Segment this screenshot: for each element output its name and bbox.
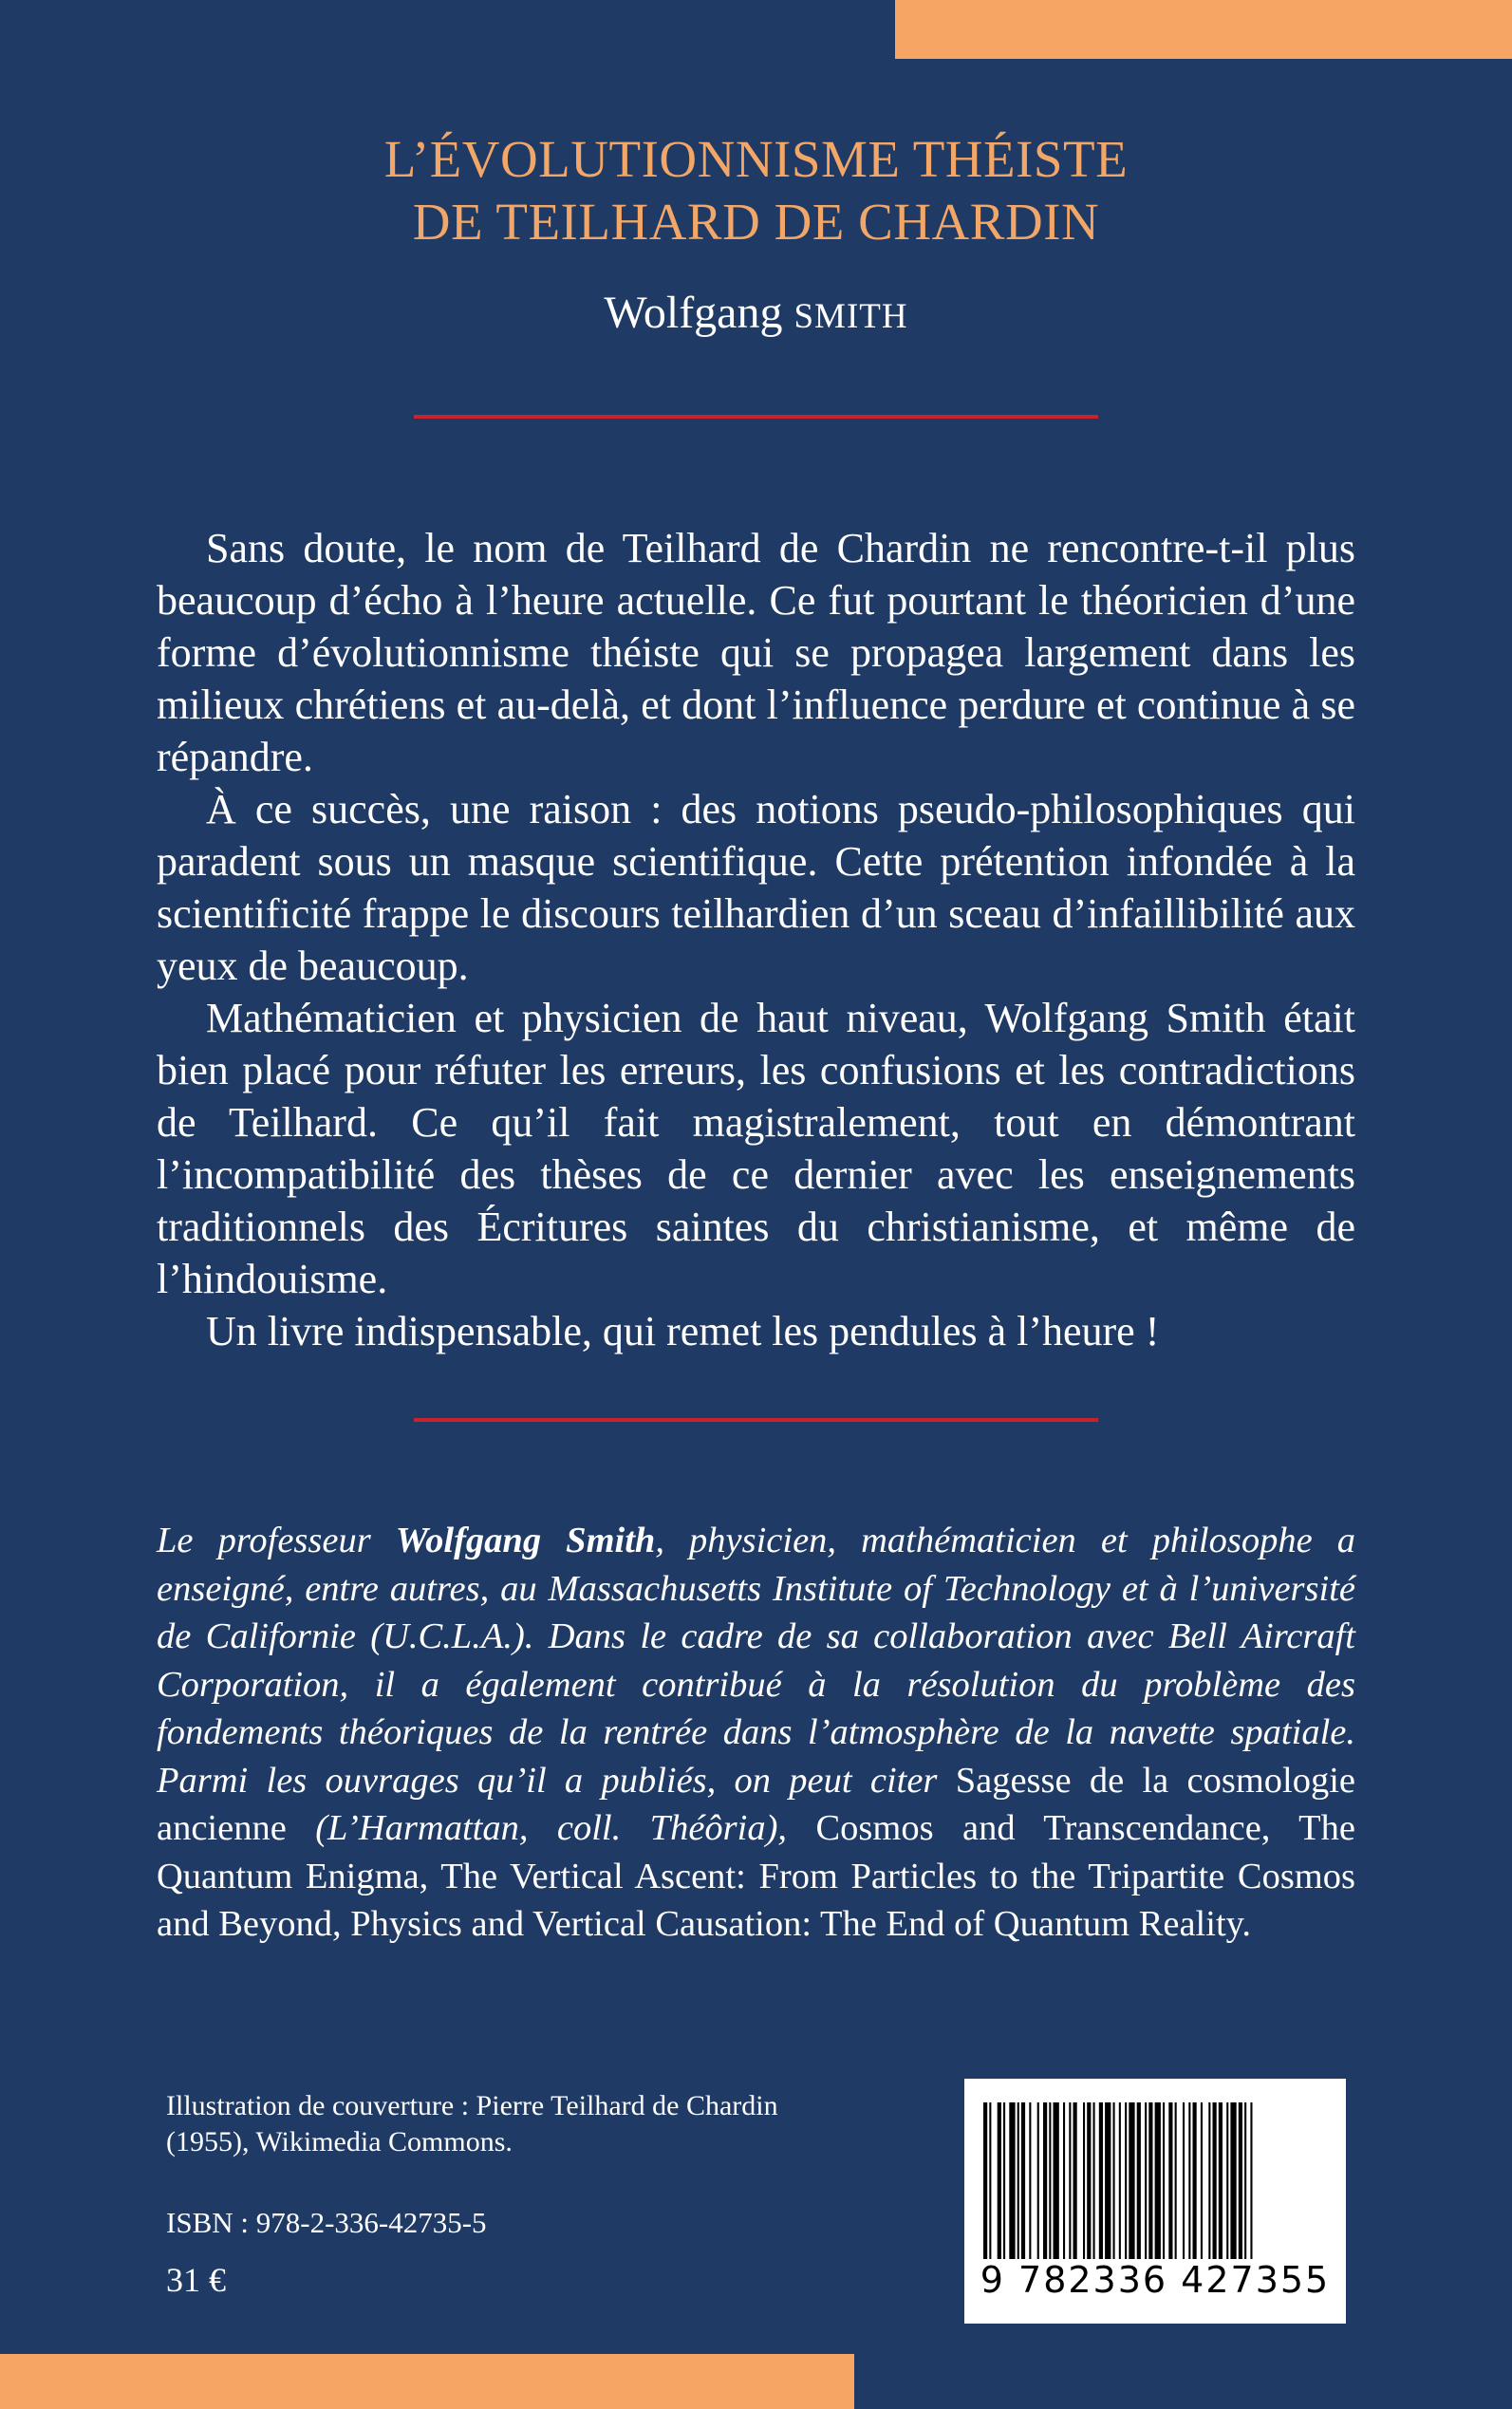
barcode-bar xyxy=(1021,2102,1025,2259)
barcode-bar xyxy=(998,2102,1001,2259)
barcode-bar xyxy=(1129,2102,1134,2259)
barcode-bar xyxy=(1250,2102,1252,2259)
barcode-bar xyxy=(1009,2102,1015,2259)
barcode-number: 9 782336 427355 xyxy=(980,2259,1331,2301)
bio-text: Le professeur xyxy=(157,1521,396,1560)
barcode-bar xyxy=(1188,2102,1190,2259)
barcode-bar xyxy=(1125,2102,1127,2259)
author-last-name: SMITH xyxy=(793,297,908,336)
barcode-bar xyxy=(1093,2102,1095,2259)
bio-text: (L’Harmattan, coll. Théôria), xyxy=(286,1808,816,1848)
barcode-bar xyxy=(1219,2102,1223,2259)
barcode-bar xyxy=(983,2102,987,2259)
barcode-bar xyxy=(1037,2102,1039,2259)
barcode-bar xyxy=(1168,2102,1172,2259)
title-line-2: DE TEILHARD DE CHARDIN xyxy=(412,193,1100,251)
barcode-bar xyxy=(1105,2102,1111,2259)
top-accent-band xyxy=(895,0,1512,59)
barcode-bar xyxy=(1226,2102,1228,2259)
book-title xyxy=(0,128,1512,253)
bio-author-name: Wolfgang Smith xyxy=(395,1521,656,1560)
barcode-bar xyxy=(1113,2102,1115,2259)
blurb-paragraph: Un livre indispensable, qui remet les pendules à l’heure ! xyxy=(206,1308,1160,1354)
barcode-bar xyxy=(1049,2102,1051,2259)
barcode-bar xyxy=(1193,2102,1197,2259)
bio-book-title: Sagesse de la cosmologie ancienne xyxy=(157,1760,1355,1848)
barcode-bar xyxy=(1239,2102,1242,2259)
barcode-bar xyxy=(1073,2102,1077,2259)
author-name xyxy=(0,285,1512,345)
barcode-bar xyxy=(989,2102,991,2259)
barcode-bar xyxy=(1163,2102,1165,2259)
barcode-bar xyxy=(1145,2102,1147,2259)
barcode-bar xyxy=(1029,2102,1031,2259)
title-line-1: L’ÉVOLUTIONNISME THÉISTE xyxy=(383,130,1129,188)
divider-bottom xyxy=(414,1418,1098,1422)
barcode-bar xyxy=(1137,2102,1141,2259)
blurb-paragraph: Sans doute, le nom de Teilhard de Chardin ne rencontre-t-il plus beaucoup d’écho à l’heure actuelle. Ce fut pourtant le théoricien d’une forme d’évolutionnisme théiste qui se propagea largement dans les milieux chrétiens et au-delà, et dont l’influence perdure et continue à se répandre. xyxy=(157,525,1355,780)
barcode-bar xyxy=(1043,2102,1047,2259)
barcode-bar xyxy=(1054,2102,1059,2259)
barcode-bar xyxy=(1063,2102,1065,2259)
isbn: ISBN : 978-2-336-42735-5 xyxy=(166,2206,487,2239)
blurb-paragraph: Mathématicien et physicien de haut niveau, Wolfgang Smith était bien placé pour réfuter les erreurs, les confusions et les contradictions de Teilhard. Ce qu’il fait magistralement, tout en démontrant l’incompatibilité des thèses de ce dernier avec les enseignements traditionnels des Écritures saintes du christianisme, et même de l’hindouisme. xyxy=(157,995,1355,1302)
barcode-bars xyxy=(980,2102,1331,2259)
barcode-bar xyxy=(1119,2102,1121,2259)
barcode xyxy=(964,2079,1346,2324)
barcode-bar xyxy=(1201,2102,1203,2259)
barcode-bar xyxy=(1213,2102,1217,2259)
barcode-bar xyxy=(1087,2102,1091,2259)
price: 31 € xyxy=(166,2261,226,2299)
barcode-bar xyxy=(1155,2102,1161,2259)
bottom-accent-band xyxy=(0,2354,854,2409)
barcode-bar xyxy=(1003,2102,1005,2259)
barcode-bar xyxy=(1148,2102,1152,2259)
barcode-bar xyxy=(1230,2102,1236,2259)
divider-top xyxy=(414,415,1098,419)
barcode-bar xyxy=(1244,2102,1246,2259)
barcode-bar xyxy=(1069,2102,1071,2259)
illustration-credit: Illustration de couverture : Pierre Teilhard de Chardin (1955), Wikimedia Commons. xyxy=(166,2090,778,2157)
barcode-bar xyxy=(1175,2102,1177,2259)
bio-book-list: Cosmos and Transcendance, The Quantum Enigma, The Vertical Ascent: From Particles to the Tripartite Cosmos and Beyond, Physics and Vertical Causation: The End of Quantum Reality. xyxy=(157,1808,1355,1944)
barcode-bar xyxy=(1083,2102,1085,2259)
barcode-bar xyxy=(1099,2102,1103,2259)
barcode-bar xyxy=(1017,2102,1019,2259)
author-bio xyxy=(157,1517,1355,1949)
author-first-name: Wolfgang xyxy=(604,288,794,338)
blurb-paragraph: À ce succès, une raison : des notions pseudo-philosophiques qui paradent sous un masque scientifique. Cette prétention infondée à la scientificité frappe le discours teilhardien d’un sceau d’infaillibilité aux yeux de beaucoup. xyxy=(157,786,1355,989)
bio-text: , physicien, mathématicien et philosophe a enseigné, entre autres, au Massachusetts Institute of Technology et à l’université de Californie (U.C.L.A.). Dans le cadre de sa collaboration avec Bell Aircraft Corporation, il a également contribué à la résolution du problème des fondements théoriques de la rentrée dans l’atmosphère de la navette spatiale. Parmi les ouvrages qu’il a publiés, on peut citer xyxy=(157,1521,1356,1801)
barcode-bar xyxy=(1183,2102,1185,2259)
book-blurb xyxy=(157,522,1355,1357)
barcode-bar xyxy=(1208,2102,1210,2259)
